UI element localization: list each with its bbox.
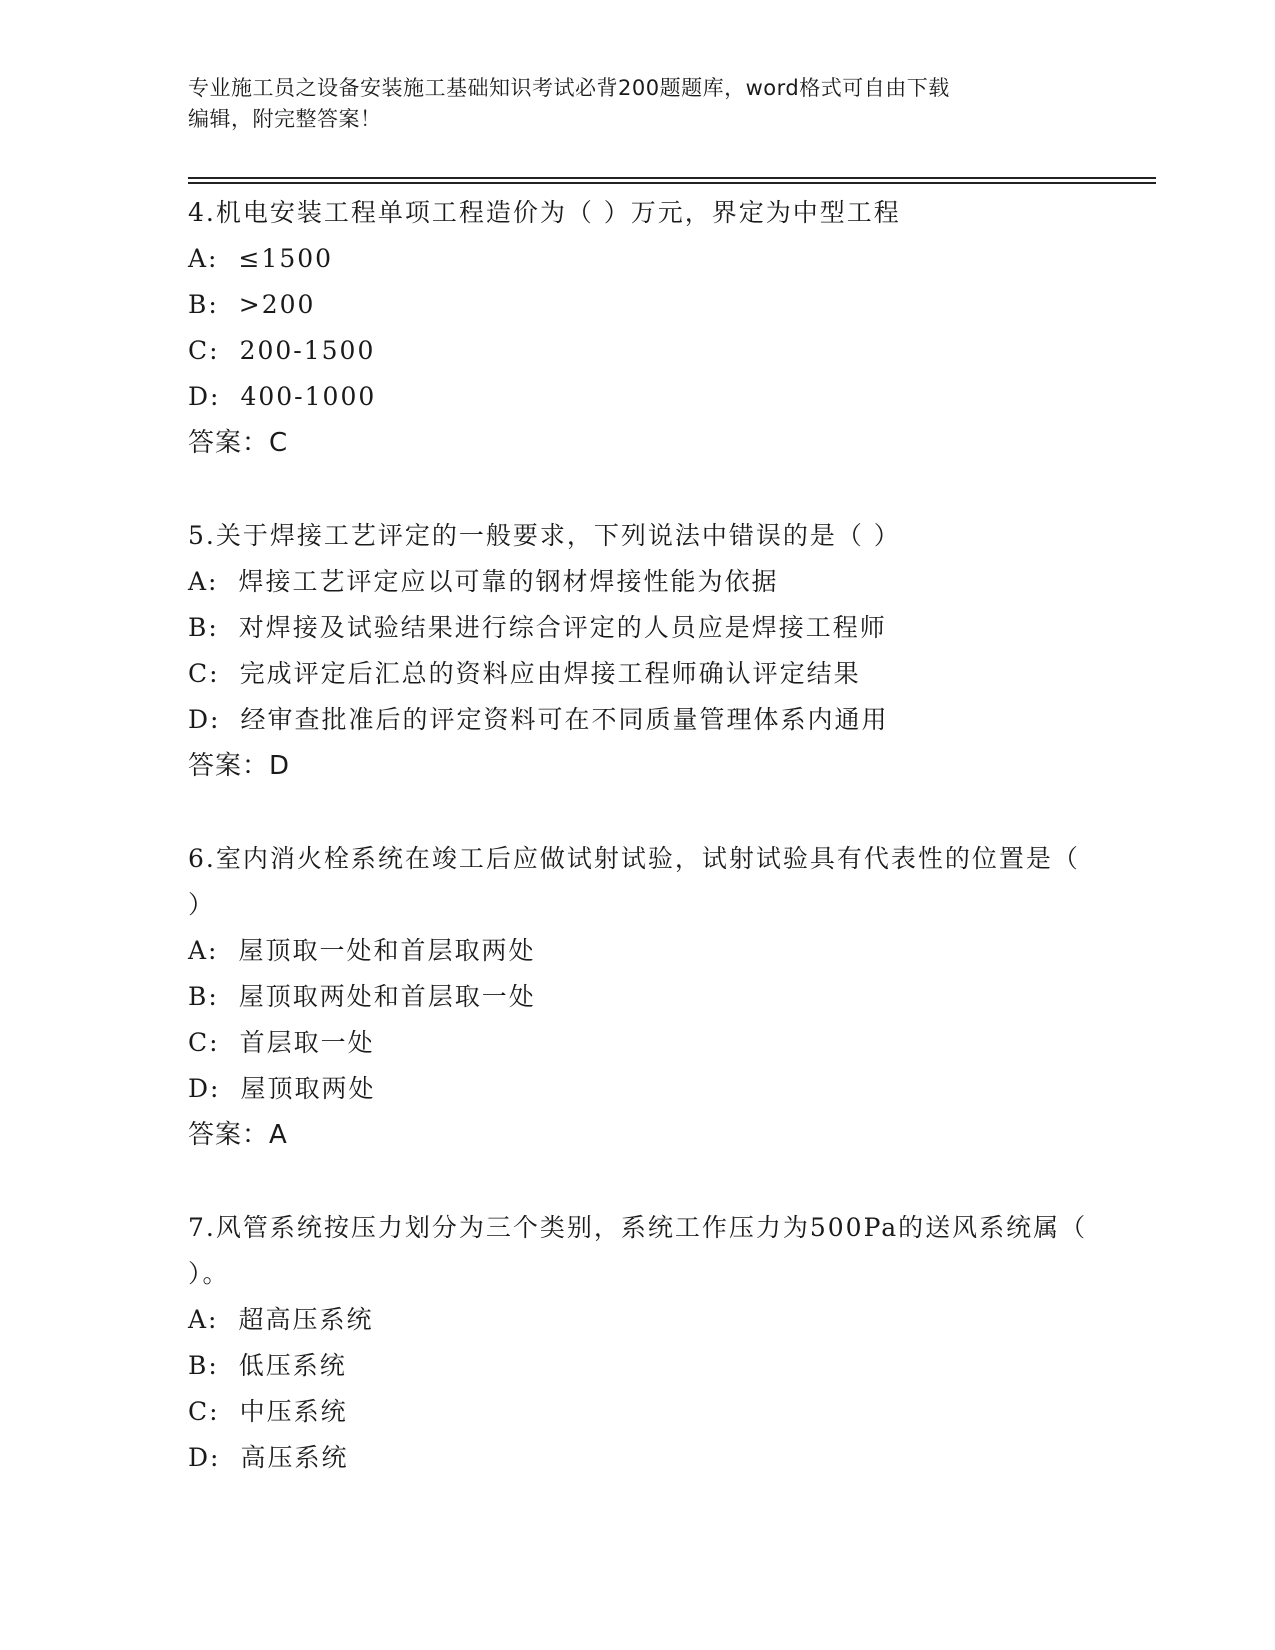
option-text: 焊接工艺评定应以可靠的钢材焊接性能为依据 xyxy=(238,567,779,596)
option-text: 经审查批准后的评定资料可在不同质量管理体系内通用 xyxy=(240,705,889,734)
option-key: A: xyxy=(188,244,219,273)
option-key: D: xyxy=(188,1074,221,1103)
question-stem: 7.风管系统按压力划分为三个类别，系统工作压力为500Pa的送风系统属（ ）。 xyxy=(188,1213,1088,1288)
option-key: B: xyxy=(188,290,219,319)
option-key: C: xyxy=(188,659,220,688)
header-divider-bottom xyxy=(188,182,1156,184)
option-text: 屋顶取一处和首层取两处 xyxy=(238,936,536,965)
option-d xyxy=(188,1066,1088,1112)
option-key: D: xyxy=(188,1443,221,1472)
option-key: C: xyxy=(188,1397,220,1426)
option-text: 完成评定后汇总的资料应由焊接工程师确认评定结果 xyxy=(239,659,861,688)
option-text: 屋顶取两处和首层取一处 xyxy=(238,982,536,1011)
option-key: D: xyxy=(188,382,221,411)
header-title-line-2: 编辑，附完整答案！ xyxy=(188,107,382,131)
answer-line: 答案：C xyxy=(188,428,289,458)
option-d xyxy=(188,697,1088,743)
header-divider-top xyxy=(188,177,1156,179)
answer-line: 答案：D xyxy=(188,751,291,781)
option-c xyxy=(188,651,1088,697)
question-item xyxy=(188,513,1088,789)
question-item xyxy=(188,190,1088,466)
option-text: 中压系统 xyxy=(239,1397,348,1426)
option-key: C: xyxy=(188,1028,220,1057)
answer-line: 答案：A xyxy=(188,1120,288,1150)
option-c xyxy=(188,1020,1088,1066)
option-c xyxy=(188,1389,1088,1435)
option-key: A: xyxy=(188,936,219,965)
option-a xyxy=(188,928,1088,974)
option-a xyxy=(188,1297,1088,1343)
question-list xyxy=(188,190,1088,1528)
question-stem: 4.机电安装工程单项工程造价为（ ）万元，界定为中型工程 xyxy=(188,198,901,227)
option-c xyxy=(188,328,1088,374)
header-title-line-1: 专业施工员之设备安装施工基础知识考试必背200题题库，word格式可自由下载 xyxy=(188,76,950,100)
option-b xyxy=(188,974,1088,1020)
option-a xyxy=(188,236,1088,282)
option-key: D: xyxy=(188,705,221,734)
option-d xyxy=(188,374,1088,420)
document-header xyxy=(188,73,1068,135)
option-b xyxy=(188,605,1088,651)
option-text: 超高压系统 xyxy=(238,1305,374,1334)
option-key: B: xyxy=(188,613,219,642)
question-stem: 6.室内消火栓系统在竣工后应做试射试验，试射试验具有代表性的位置是（ ） xyxy=(188,844,1080,919)
option-d xyxy=(188,1435,1088,1481)
option-text: ≤1500 xyxy=(238,244,334,273)
option-b xyxy=(188,282,1088,328)
option-text: 对焊接及试验结果进行综合评定的人员应是焊接工程师 xyxy=(238,613,887,642)
question-stem: 5.关于焊接工艺评定的一般要求，下列说法中错误的是（ ） xyxy=(188,521,901,550)
option-text: >200 xyxy=(238,290,316,319)
option-text: 200-1500 xyxy=(239,336,376,365)
option-text: 屋顶取两处 xyxy=(240,1074,376,1103)
option-a xyxy=(188,559,1088,605)
option-text: 低压系统 xyxy=(238,1351,347,1380)
option-key: B: xyxy=(188,982,219,1011)
option-key: A: xyxy=(188,1305,219,1334)
option-text: 首层取一处 xyxy=(239,1028,375,1057)
option-text: 400-1000 xyxy=(240,382,377,411)
option-key: C: xyxy=(188,336,220,365)
question-item xyxy=(188,836,1088,1158)
option-b xyxy=(188,1343,1088,1389)
option-key: B: xyxy=(188,1351,219,1380)
option-key: A: xyxy=(188,567,219,596)
question-item xyxy=(188,1205,1088,1481)
option-text: 高压系统 xyxy=(240,1443,349,1472)
